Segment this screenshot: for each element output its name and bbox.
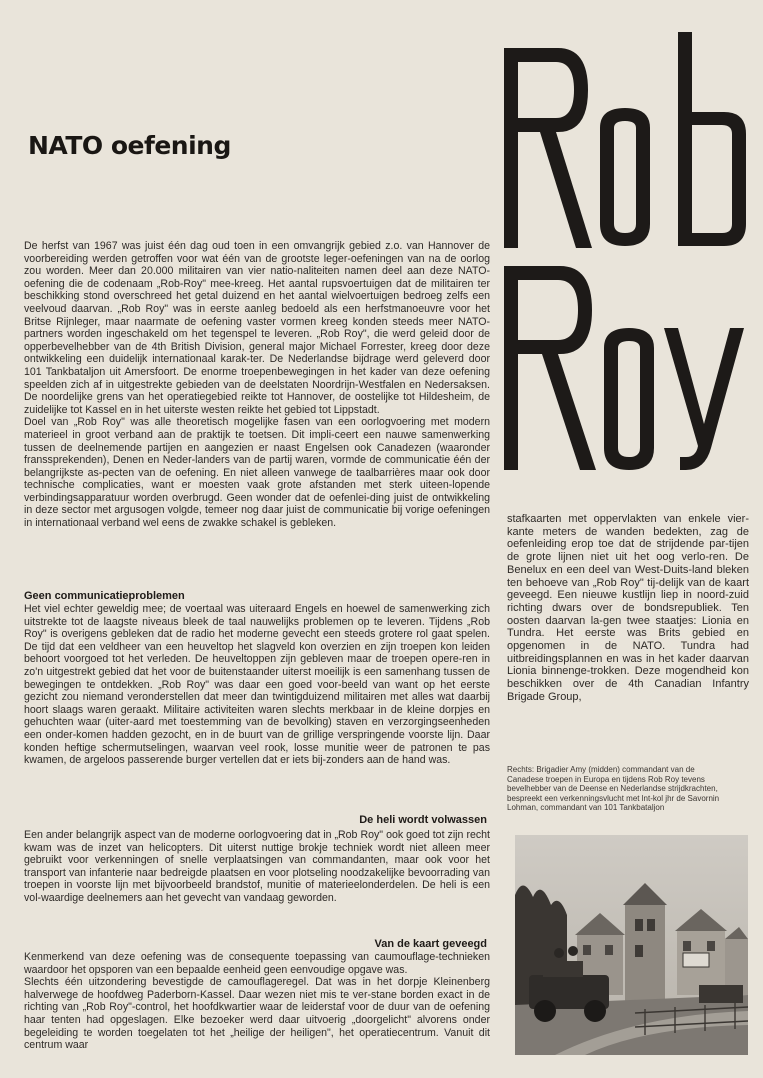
heading-de-heli-wordt-volwassen: De heli wordt volwassen [359, 814, 487, 826]
kaart-paragraph-2: Slechts één uitzondering bevestigde de camouflageregel. Dat was in het dorpje Kleinenberg halverwege de hoofdweg Paderborn-Kassel. Daar wezen niet mis te ver-stane borden exact in de richting van „Rob Roy"-control, het hoofdkwartier waar de leiderstaf voor de duur van de oefening haar tenten had opgeslagen. Elke bezoeker werd daar uitvoerig „doorgelicht" alvorens onder begeleiding te worden toegelaten tot het „heilige der heiligen", het operatiecentrum. Vanuit dit centrum waar [24, 976, 490, 1052]
photo-caption: Rechts: Brigadier Amy (midden) commandant van de Canadese troepen in Europa en tijdens Rob Roy tevens bevelhebber van de Deense en Nederlandse strijdkrachten, bespreekt een verkenningsvlucht met lnt-kol jhr de Savornin Lohman, commandant van 101 Tankbataljon [507, 765, 720, 813]
kaart-paragraph-1: Kenmerkend van deze oefening was de consequente toepassing van caumouflage-technieken waardoor het opsporen van een bepaalde eenheid geen eenvoudige opgave was. [24, 951, 490, 976]
section-geen-body [24, 603, 490, 767]
intro-text [24, 240, 490, 530]
right-column-paragraph: stafkaarten met oppervlakten van enkele vier-kante meters de wanden bedekten, zag de oefenleiding erop toe dat de strijdende par-tijen de grote lijnen niet uit het oog verlo-ren. De Benelux en een deel van West-Duits-land bleken ten behoeve van „Rob Roy" tij-delijk van de kaart geveegd. Een nieuwe kustlijn liep in noord-zuid richting dwars over de bondsrepubliek. Ten oosten daarvan la-gen twee staatjes: Lionia en Tundra. Het eerste was Brits gebied en opgenomen in de NATO. Tundra had uitbreidingsplannen en was in het kader daarvan Lionia binnenge-trokken. Deze mogendheid kon beschikken over de 4th Canadian Infantry Brigade Group, [507, 513, 749, 703]
page-title: NATO oefening [28, 131, 231, 160]
intro-paragraph-1: De herfst van 1967 was juist één dag oud toen in een omvangrijk gebied z.o. van Hannover de voorbereiding werden getroffen voor wat één van de grootste leger-oefeningen van na de oorlog zou worden. Meer dan 20.000 militairen van vier natio-naliteiten namen deel aan deze NATO-oefening die de codenaam „Rob-Roy" mee-kreeg. Het aantal rupsvoertuigen dat de militairen ter beschikking stond overschreed het getal duizend en het aantal wielvoertuigen bedroeg zelfs een veelvoud daarvan. „Rob Roy" was in eerste aanleg bedoeld als een herfstmanoeuvre voor het Britse Rijnleger, maar naarmate de oefening vaster vormen kreeg konden steeds meer NATO-partners worden ingeschakeld om het tegenspel te leveren. „Rob Roy", die werd geleid door de opperbevelhebber van de 4th British Division, general major Michael Forrester, kreeg door deze ontwikkeling een duidelijk internationaal karak-ter. De Nederlandse bijdrage werd geleverd door 101 Tankbataljon uit Amersfoort. De enorme troepenbewegingen in het kader van deze oefening speelden zich af in uitgestrekte gebieden van de deelstaten Noordrijn-Westfalen en Nedersaksen. De noordelijke grens van het operatiegebied reikte tot Hannover, de oostelijke tot Hildesheim, de zuidelijke tot Kassel en in het uiterste westen reikte het gebied tot Lippstadt. [24, 240, 490, 416]
village-jeep-photo [515, 835, 748, 1055]
heli-paragraph: Een ander belangrijk aspect van de moderne oorlogvoering dat in „Rob Roy" ook goed tot zijn recht kwam was de inzet van helicopters. Dit uiterst nuttige brokje techniek wordt niet alleen meer gebruikt voor verkenningen of snelle verplaatsingen van commandanten, maar ook voor het transport van infanterie naar bedreigde plaatsen en voor plotseling noodzakelijke bevoorrading van troepen in voorste lijn met bijvoorbeeld brandstof, munitie of materieelonderdelen. De heli is een vol-waardige deelnemers aan het gevecht van vandaag geworden. [24, 829, 490, 904]
geen-paragraph: Het viel echter geweldig mee; de voertaal was uiteraard Engels en hoewel de samenwerking zich uitstrekte tot de laagste niveaus bleek de taal nauwelijks problemen op te leveren. Tijdens „Rob Roy" is overigens gebleken dat de radio het moderne gevecht een steeds grotere rol gaat spelen. De tijd dat een veldheer van een heuveltop het slagveld kon overzien en zijn troepen kon leiden behoort voorgoed tot het verleden. De heuveltoppen zijn gebleven maar de troepen opere-ren in zo'n uitgestrekt gebied dat het voor de buitenstaander uiterst moeilijk is een samenhang tussen de bewegingen te ontdekken. „Rob Roy" was daar een goed voor-beeld van want op het eerste gezicht zou niemand veronderstellen dat meer dan twintigduizend militairen met alles wat daarbij hoort slaags waren geraakt. Militaire activiteiten waren slechts merkbaar in de kleine dorpjes en gehuchten waar (uiter-aard met toestemming van de bevolking) staven en verzorgingseenheden een onder-komen hadden gezocht, en in de buurt van de grillige verspringende voorste lijn. Daar konden heftige schermutselingen, waarvan veel rook, losse munitie weer de patronen te pas kwamen, de argeloos passerende burger vertellen dat er iets bij-zonders aan de hand was. [24, 603, 490, 767]
photo-image [515, 835, 748, 1055]
section-heli-body [24, 829, 490, 905]
right-column-text [507, 513, 749, 704]
rob-roy-logo [500, 28, 752, 474]
heading-geen-communicatieproblemen: Geen communicatieproblemen [24, 590, 185, 602]
intro-paragraph-2: Doel van „Rob Roy" was alle theoretisch mogelijke fasen van een oorlogvoering met modern materieel in groot verband aan de praktijk te toetsen. Dit impli-ceert een nauwe samenwerking tussen de deelnemende partijen en aangezien er naast Engelsen ook Canadezen (waaronder franssprekenden), Denen en Neder-landers van de partij waren, vormde de communicatie één der belangrijkste as-pecten van de oefening. En niet alleen vanwege de taalbarrières maar ook door technische complicaties, want er moesten vaak grote afstanden met sterk uiteen-lopende verbindingsapparatuur worden overbrugd. Geen wonder dat de oefenlei-ding juist de ontwikkeling in deze sector met argusogen volgde, temeer nog daar juist de communicatie bij vorige oefeningen in internationaal verband wel eens de zwakke schakel is gebleken. [24, 416, 490, 530]
heading-van-de-kaart-geveegd: Van de kaart geveegd [374, 938, 487, 950]
rob-roy-wordmark [500, 28, 752, 474]
section-kaart-body [24, 951, 490, 1052]
